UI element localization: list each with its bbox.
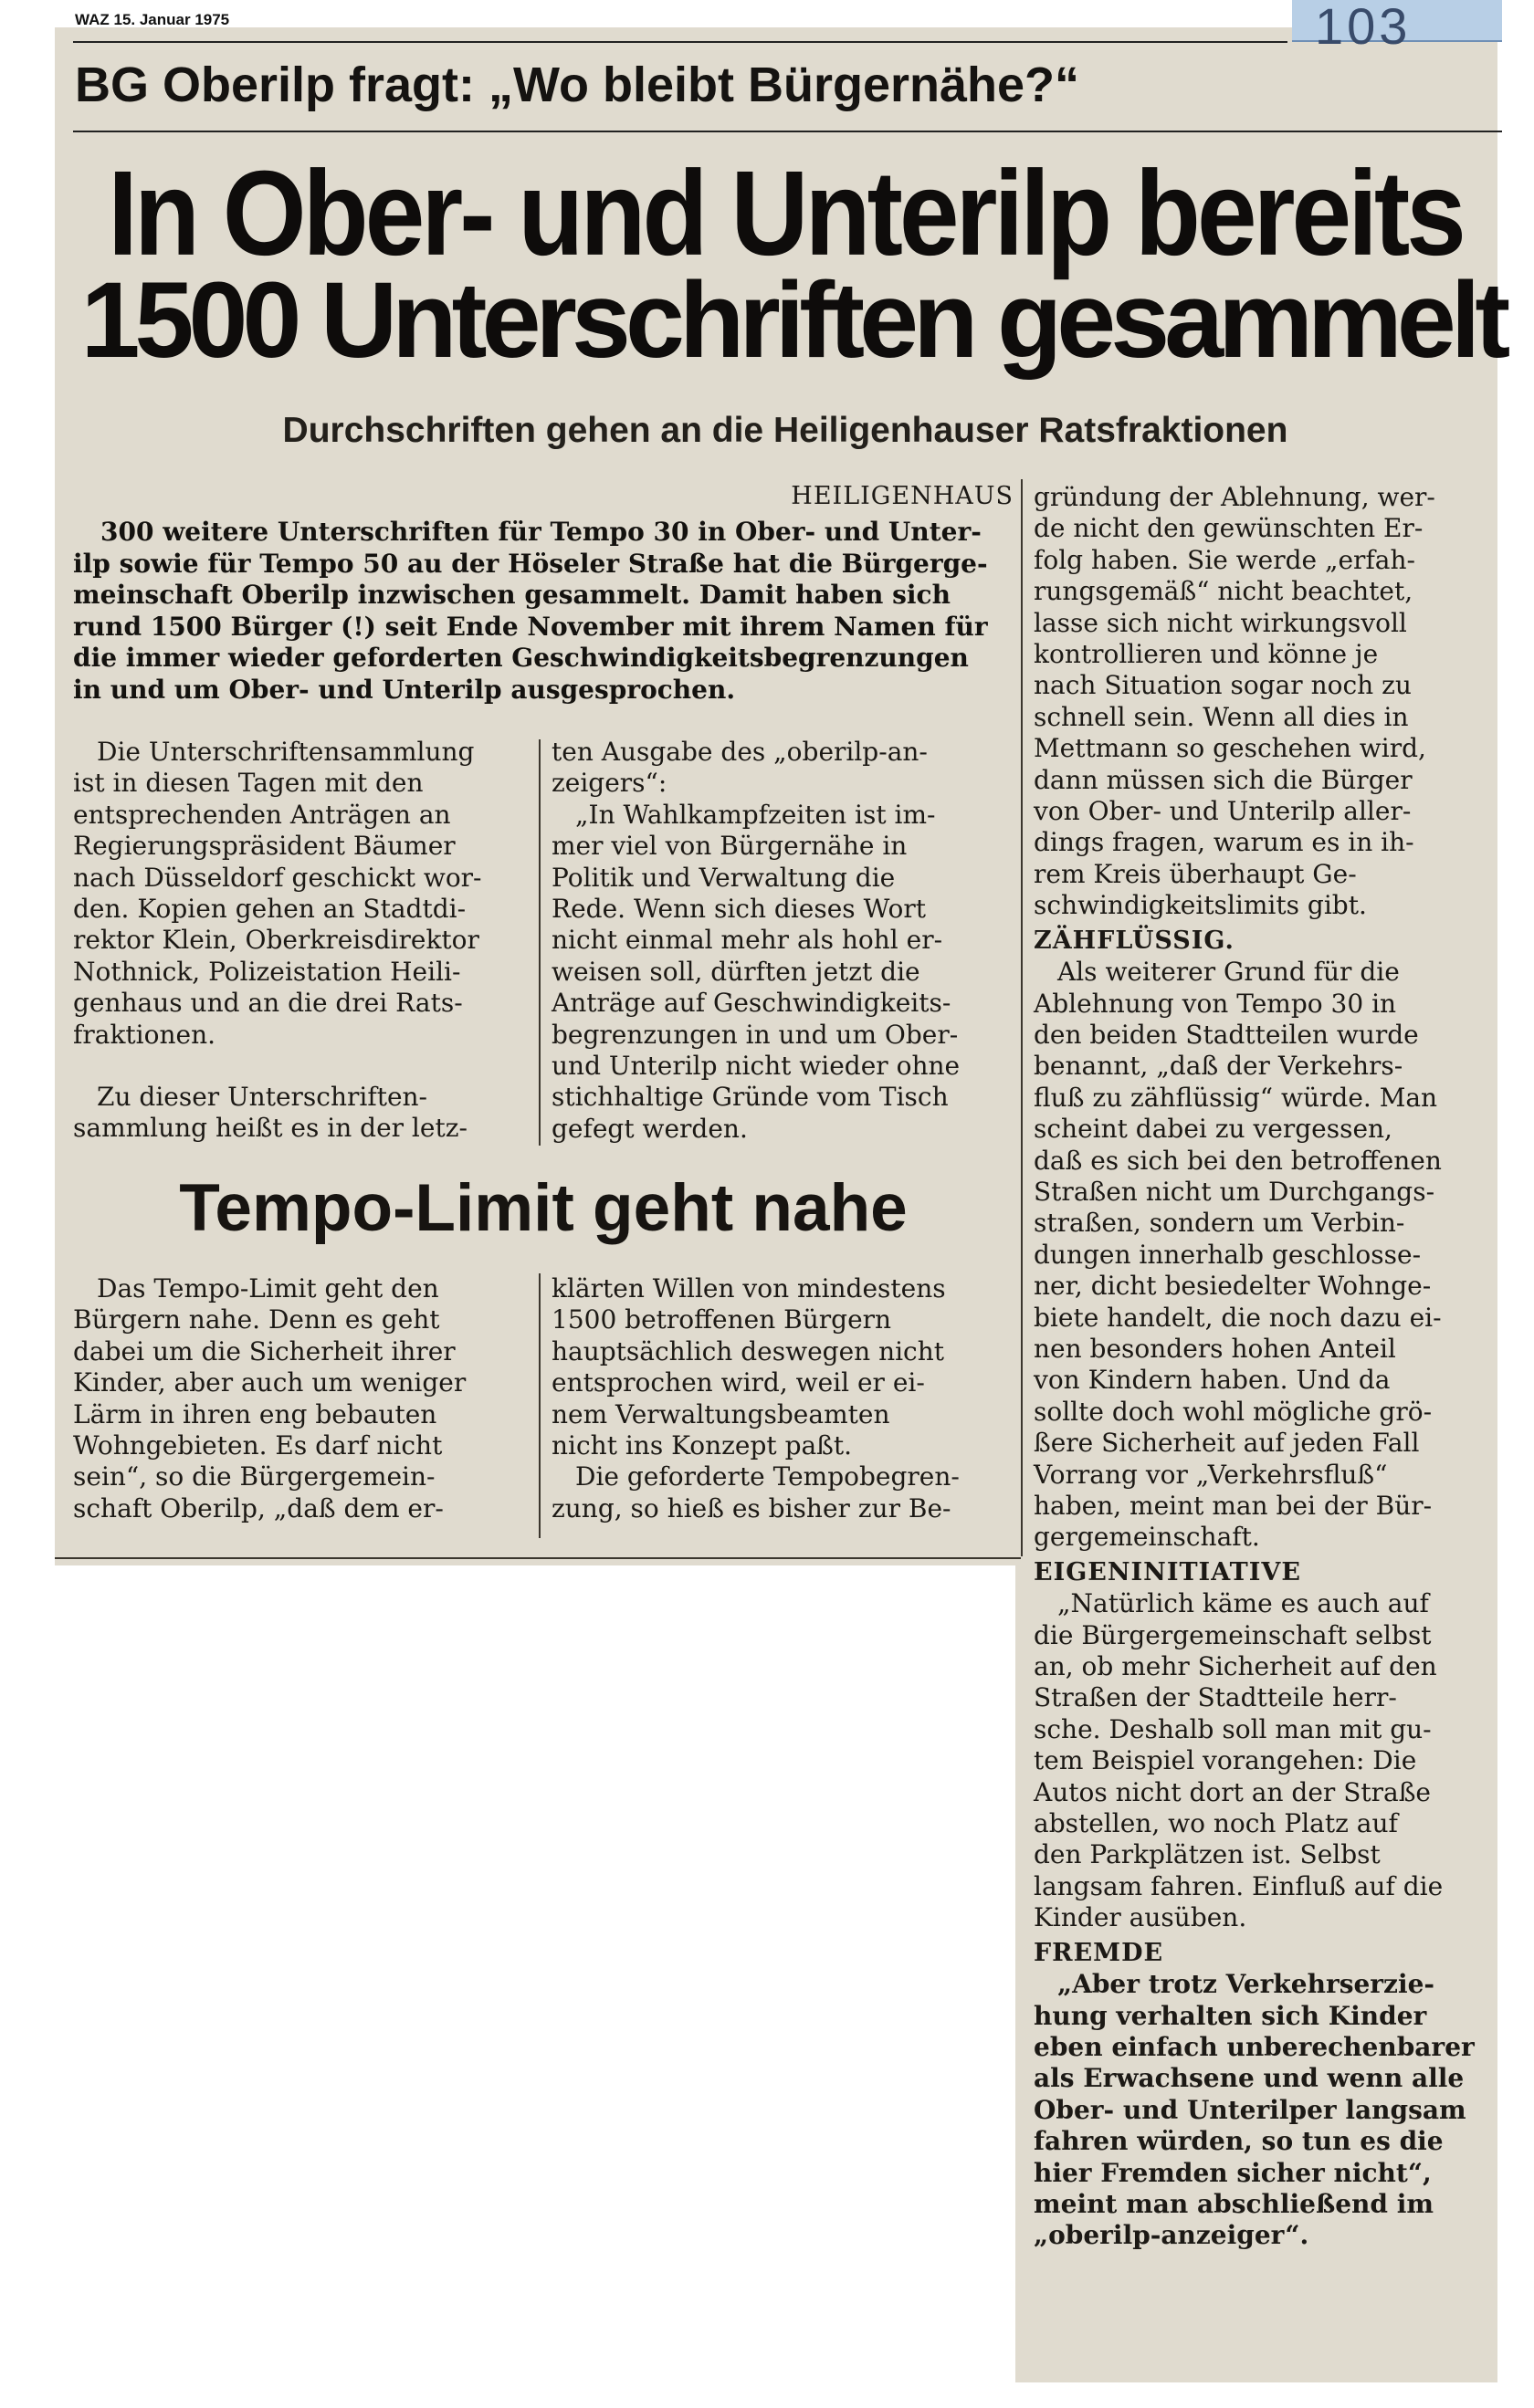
text-line: schnell sein. Wenn all dies in	[1034, 701, 1409, 732]
text-line: Kinder, aber auch um weniger	[73, 1367, 467, 1398]
text-line: Kinder ausüben.	[1034, 1902, 1247, 1933]
kicker-rule	[73, 131, 1502, 132]
text-line: rem Kreis überhaupt Ge-	[1034, 858, 1357, 889]
text-line: schwindigkeitslimits gibt.	[1034, 890, 1367, 921]
text-gap	[73, 1051, 530, 1082]
text-line: „Aber trotz Verkehrserzie-	[1057, 1969, 1435, 2000]
text-line: den Parkplätzen ist. Selbst	[1034, 1839, 1381, 1870]
text-line: ßere Sicherheit auf jeden Fall	[1034, 1428, 1420, 1459]
text-line: Ablehnung von Tempo 30 in	[1034, 988, 1397, 1019]
text-line: an, ob mehr Sicherheit auf den	[1034, 1651, 1437, 1682]
text-line: den. Kopien gehen an Stadtdi-	[73, 894, 467, 925]
text-line: fluß zu zähflüssig“ würde. Man	[1034, 1082, 1438, 1113]
text-line: als Erwachsene und wenn alle	[1034, 2063, 1465, 2094]
text-line: Straßen der Stadtteile herr-	[1034, 1682, 1397, 1713]
text-line: begrenzungen in und um Ober-	[552, 1019, 959, 1050]
text-line: weisen soll, dürften jetzt die	[552, 956, 920, 987]
kicker-headline: BG Oberilp fragt: „Wo bleibt Bürgernähe?“	[75, 58, 1080, 112]
text-line: kontrollieren und könne je	[1034, 639, 1379, 670]
text-line: klärten Willen von mindestens	[552, 1273, 946, 1303]
main-headline-line-2: 1500 Unterschriften gesammelt	[80, 260, 1506, 381]
text-line: und Unterilp nicht wieder ohne	[552, 1051, 961, 1082]
text-line: de nicht den gewünschten Er-	[1034, 513, 1424, 544]
text-line: rungsgemäß“ nicht beachtet,	[1034, 576, 1413, 607]
text-line: eben einfach unberechenbarer	[1034, 2031, 1475, 2062]
text-line: gefegt werden.	[552, 1113, 748, 1144]
text-line: Als weiterer Grund für die	[1057, 957, 1400, 988]
text-line: langsam fahren. Einfluß auf die	[1034, 1870, 1444, 1901]
text-line: Zu dieser Unterschriften-	[97, 1082, 428, 1113]
text-line: „Natürlich käme es auch auf	[1057, 1588, 1429, 1619]
text-line: zung, so hieß es bisher zur Be-	[552, 1492, 951, 1523]
text-line: haben, meint man bei der Bür-	[1034, 1491, 1433, 1521]
text-line: Regierungspräsident Bäumer	[73, 831, 456, 862]
text-line: tem Beispiel vorangehen: Die	[1034, 1745, 1417, 1776]
text-line: entsprochen wird, weil er ei-	[552, 1367, 925, 1398]
text-line: scheint dabei zu vergessen,	[1034, 1114, 1392, 1145]
text-line: Die geforderte Tempobegren-	[575, 1461, 960, 1492]
text-line: hung verhalten sich Kinder	[1034, 2000, 1427, 2031]
source-line: WAZ 15. Januar 1975	[75, 11, 230, 28]
column-b-top	[552, 737, 1013, 1145]
text-line: entsprechenden Anträgen an	[73, 799, 451, 830]
subhead-zaehfluessig: ZÄHFLÜSSIG.	[1034, 926, 1235, 955]
subhead-fremde: FREMDE	[1034, 1938, 1164, 1967]
lead-line: ilp sowie für Tempo 50 au der Höseler Straße hat die Bürgerge-	[73, 548, 988, 579]
text-line: sche. Deshalb soll man mit gu-	[1034, 1713, 1432, 1744]
text-line: hier Fremden sicher nicht“,	[1034, 2157, 1432, 2188]
text-line: lasse sich nicht wirkungsvoll	[1034, 607, 1407, 638]
text-line: stichhaltige Gründe vom Tisch	[552, 1082, 949, 1113]
main-headline-line-1: In Ober- und Unterilp bereits	[108, 146, 1463, 281]
text-line: Wohngebieten. Es darf nicht	[73, 1430, 443, 1461]
text-line: schaft Oberilp, „daß dem er-	[73, 1492, 444, 1523]
column-rule	[1021, 479, 1023, 1556]
text-line: ist in diesen Tagen mit den	[73, 768, 424, 799]
text-line: Die Unterschriftensammlung	[97, 737, 475, 767]
text-line: nicht ins Konzept paßt.	[552, 1430, 853, 1461]
text-line: ner, dicht besiedelter Wohnge-	[1034, 1271, 1432, 1302]
text-line: benannt, „daß der Verkehrs-	[1034, 1051, 1403, 1082]
text-line: folg haben. Sie werde „erfah-	[1034, 544, 1415, 575]
text-line: Vorrang vor „Verkehrsfluß“	[1034, 1459, 1388, 1490]
subhead-eigeninitiative: EIGENINITIATIVE	[1034, 1557, 1301, 1586]
text-line: Das Tempo-Limit geht den	[97, 1273, 439, 1303]
text-line: von Ober- und Unterilp aller-	[1034, 796, 1412, 827]
column-a-bottom	[73, 1273, 530, 1524]
lead-line: 300 weitere Unterschriften für Tempo 30 in Ober- und Unter-	[100, 517, 982, 547]
text-line: gründung der Ablehnung, wer-	[1034, 482, 1435, 512]
text-line: den beiden Stadtteilen wurde	[1034, 1019, 1419, 1050]
text-line: abstellen, wo noch Platz auf	[1034, 1808, 1398, 1839]
lead-paragraph	[73, 517, 1014, 706]
text-line: dings fragen, warum es in ih-	[1034, 827, 1414, 858]
text-line: sammlung heißt es in der letz-	[73, 1113, 468, 1144]
text-line: dabei um die Sicherheit ihrer	[73, 1335, 456, 1366]
text-line: hauptsächlich deswegen nicht	[552, 1335, 945, 1366]
text-line: straßen, sondern um Verbin-	[1034, 1208, 1405, 1239]
archive-number: 103	[1315, 0, 1412, 55]
text-line: Bürgern nahe. Denn es geht	[73, 1304, 440, 1335]
text-line: Lärm in ihren eng bebauten	[73, 1398, 437, 1429]
text-line: 1500 betroffenen Bürgern	[552, 1304, 892, 1335]
text-line: von Kindern haben. Und da	[1034, 1365, 1391, 1396]
text-line: mer viel von Bürgernähe in	[552, 831, 908, 862]
clipping-bottom-rule	[55, 1557, 1021, 1559]
text-line: gergemeinschaft.	[1034, 1522, 1260, 1553]
text-line: nen besonders hohen Anteil	[1034, 1333, 1396, 1364]
text-line: nach Düsseldorf geschickt wor-	[73, 862, 482, 893]
text-line: Mettmann so geschehen wird,	[1034, 733, 1426, 764]
text-line: biete handelt, die noch dazu ei-	[1034, 1302, 1442, 1333]
text-line: dungen innerhalb geschlosse-	[1034, 1239, 1422, 1270]
text-line: Straßen nicht um Durchgangs-	[1034, 1176, 1435, 1207]
column-b-bottom	[552, 1273, 1013, 1524]
text-line: ten Ausgabe des „oberilp-an-	[552, 737, 928, 767]
text-line: Politik und Verwaltung die	[552, 862, 896, 893]
text-line: „In Wahlkampfzeiten ist im-	[575, 799, 936, 830]
lead-line: in und um Ober- und Unterilp ausgesprochen.	[73, 674, 736, 705]
text-line: Rede. Wenn sich dieses Wort	[552, 894, 926, 925]
text-line: Anträge auf Geschwindigkeits-	[552, 988, 951, 1019]
dateline: HEILIGENHAUS	[791, 482, 1014, 510]
second-headline: Tempo-Limit geht nahe	[179, 1171, 908, 1245]
text-line: die Bürgergemeinschaft selbst	[1034, 1619, 1432, 1650]
column-rule	[539, 1273, 541, 1538]
text-line: nach Situation sogar noch zu	[1034, 670, 1412, 701]
text-line: „oberilp-anzeiger“.	[1034, 2220, 1309, 2251]
text-line: rektor Klein, Oberkreisdirektor	[73, 925, 479, 956]
text-line: Ober- und Unterilper langsam	[1034, 2094, 1466, 2125]
text-line: fahren würden, so tun es die	[1034, 2126, 1444, 2157]
lead-line: die immer wieder geforderten Geschwindigkeitsbegrenzungen	[73, 643, 969, 673]
text-line: sein“, so die Bürgergemein-	[73, 1461, 436, 1492]
text-line: meint man abschließend im	[1034, 2188, 1434, 2219]
text-line: Nothnick, Polizeistation Heili-	[73, 956, 461, 987]
subheadline: Durchschriften gehen an die Heiligenhauser Ratsfraktionen	[282, 411, 1288, 450]
lead-line: meinschaft Oberilp inzwischen gesammelt. Damit haben sich	[73, 580, 951, 610]
text-line: fraktionen.	[73, 1019, 216, 1050]
text-line: sollte doch wohl mögliche grö-	[1034, 1396, 1433, 1427]
text-line: dann müssen sich die Bürger	[1034, 764, 1413, 795]
column-c	[1034, 482, 1495, 2252]
text-line: Autos nicht dort an der Straße	[1034, 1776, 1431, 1807]
text-line: genhaus und an die drei Rats-	[73, 988, 463, 1019]
column-rule	[539, 739, 541, 1146]
column-a-top	[73, 737, 530, 1145]
text-line: nem Verwaltungsbeamten	[552, 1398, 890, 1429]
text-line: zeigers“:	[552, 768, 667, 799]
text-line: nicht einmal mehr als hohl er-	[552, 925, 943, 956]
text-line: daß es sich bei den betroffenen	[1034, 1145, 1442, 1176]
lead-line: rund 1500 Bürger (!) seit Ende November mit ihrem Namen für	[73, 611, 988, 642]
header-rule	[73, 41, 1287, 43]
